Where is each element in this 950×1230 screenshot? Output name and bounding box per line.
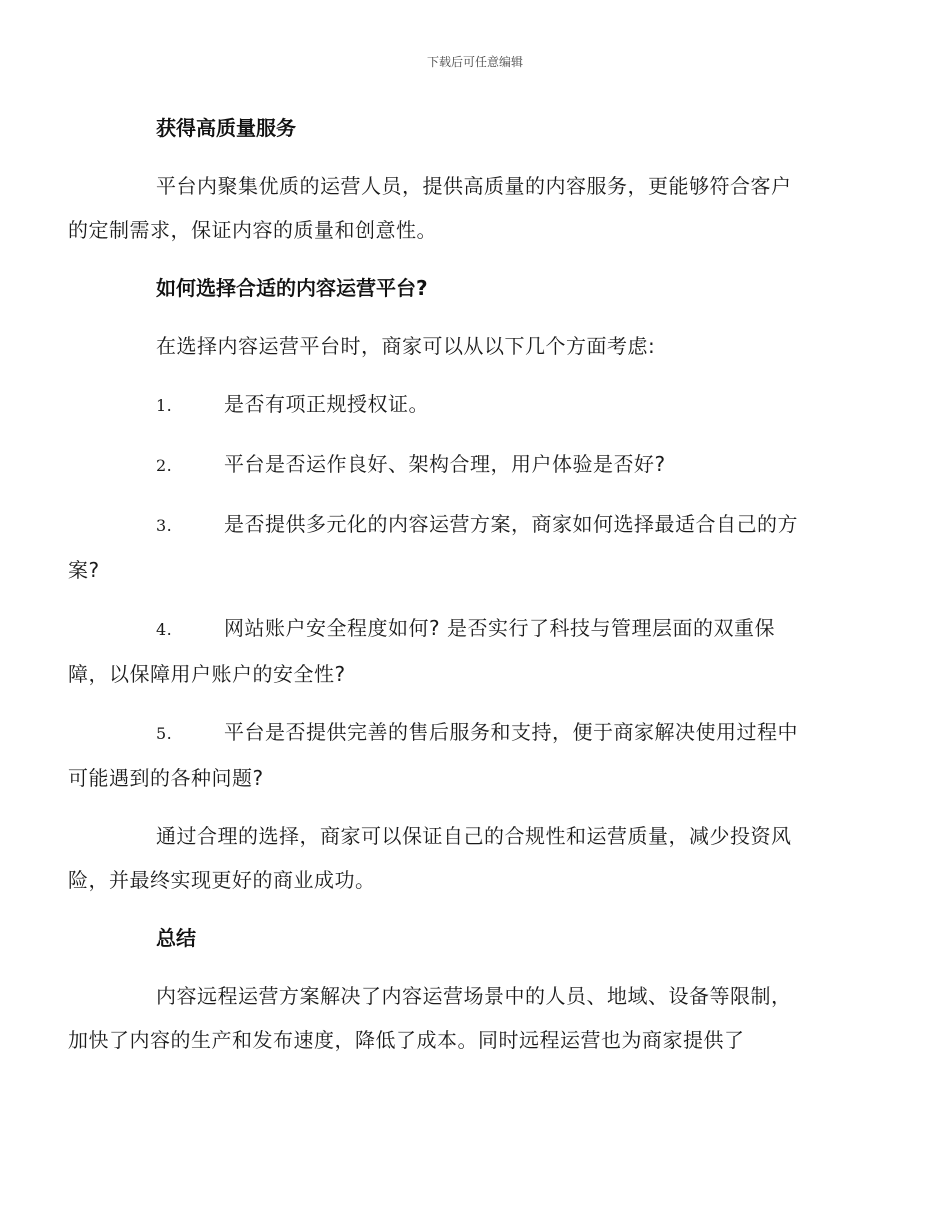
list-item: [68, 606, 836, 710]
list-item-text: 是否提供多元化的内容运营方案，商家如何选择最适合自己的方: [224, 512, 798, 536]
document-body: [68, 106, 836, 1076]
paragraph-line: 的定制需求，保证内容的质量和创意性。: [68, 218, 437, 242]
list-item-number: 3.: [156, 516, 173, 535]
list-item: [68, 502, 836, 606]
section-heading-quality-service: 获得高质量服务: [156, 116, 296, 140]
paragraph-line: 通过合理的选择，商家可以保证自己的合规性和运营质量，减少投资风: [156, 824, 792, 848]
list-item-text: 平台是否提供完善的售后服务和支持，便于商家解决使用过程中: [224, 720, 798, 744]
list-item-number: 5.: [156, 724, 173, 743]
page-header: 下载后可任意编辑: [426, 55, 523, 69]
paragraph-summary: [68, 974, 836, 1076]
list-item-text-continued: 可能遇到的各种问题?: [68, 766, 264, 790]
list-item-text: 是否有项正规授权证。: [224, 392, 429, 416]
list-item-number: 1.: [156, 396, 173, 415]
paragraph-line: 内容远程运营方案解决了内容运营场景中的人员、地域、设备等限制，: [156, 984, 792, 1008]
paragraph-choose-intro: 在选择内容运营平台时，商家可以从以下几个方面考虑:: [156, 334, 656, 358]
paragraph-quality-service: [68, 164, 836, 266]
paragraph-choose-conclusion: [68, 814, 836, 916]
list-item-text-continued: 案?: [68, 558, 100, 582]
list-item: [68, 710, 836, 814]
section-heading-choose-platform: 如何选择合适的内容运营平台?: [156, 276, 428, 300]
list-item-text-continued: 障，以保障用户账户的安全性?: [68, 662, 346, 686]
list-item-number: 4.: [156, 620, 173, 639]
section-heading-summary: 总结: [156, 926, 196, 950]
paragraph-line: 险，并最终实现更好的商业成功。: [68, 868, 376, 892]
list-item-number: 2.: [156, 456, 173, 475]
paragraph-line: 加快了内容的生产和发布速度，降低了成本。同时远程运营也为商家提供了: [68, 1028, 745, 1052]
paragraph-line: 平台内聚集优质的运营人员，提供高质量的内容服务，更能够符合客户: [156, 174, 792, 198]
list-item: [112, 442, 836, 502]
list-item: [112, 382, 836, 442]
list-item-text: 平台是否运作良好、架构合理，用户体验是否好?: [224, 452, 666, 476]
list-item-text: 网站账户安全程度如何? 是否实行了科技与管理层面的双重保: [224, 616, 775, 640]
